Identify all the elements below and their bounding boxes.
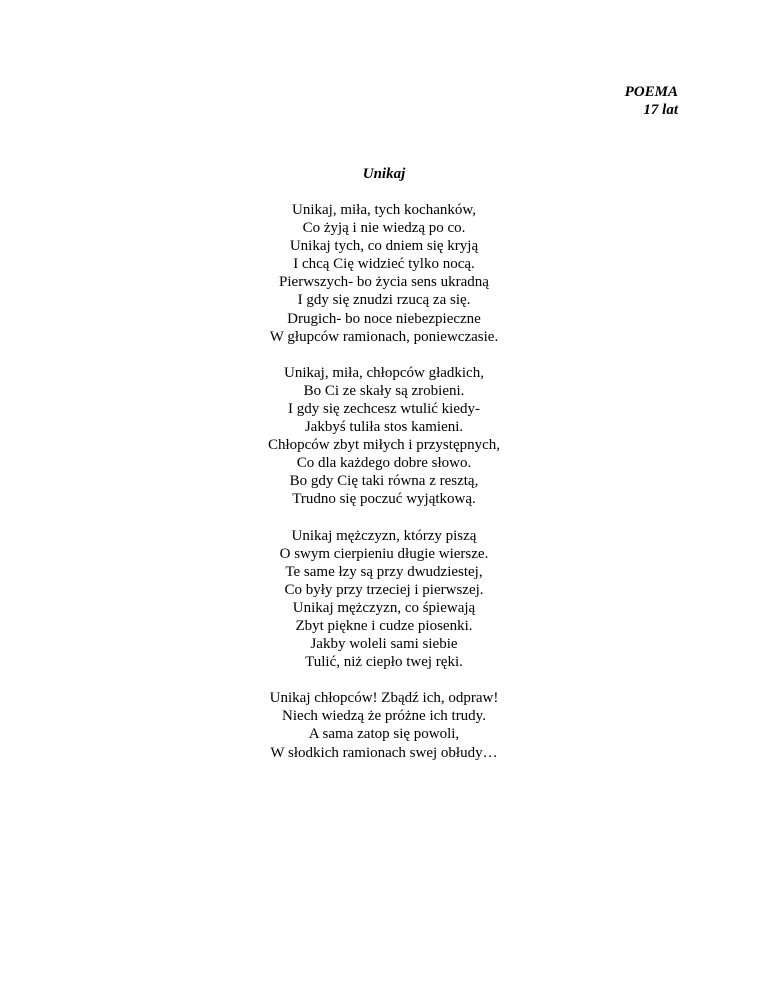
poem-line: Jakby woleli sami siebie <box>310 636 458 653</box>
poem-line: Unikaj tych, co dniem się kryją <box>289 238 479 255</box>
poem-line: Unikaj mężczyzn, którzy piszą <box>291 527 477 544</box>
header-block <box>625 83 678 119</box>
stanza-2 <box>0 364 768 509</box>
poem-line: I gdy się znudzi rzucą za się. <box>297 292 471 309</box>
poem-line: Bo Ci ze skały są zrobieni. <box>303 382 465 399</box>
poem-line: Unikaj chłopców! Zbądź ich, odpraw! <box>269 690 499 707</box>
poem-line: Unikaj, miła, tych kochanków, <box>292 202 476 218</box>
poem-line: Zbyt piękne i cudze piosenki. <box>295 617 473 634</box>
header-title: POEMA <box>624 84 678 100</box>
poem-line: Trudno się poczuć wyjątkową. <box>292 491 476 508</box>
poem-line: Drugich- bo noce niebezpieczne <box>287 310 481 327</box>
poem-line: Te same łzy są przy dwudziestej, <box>285 563 483 580</box>
poem-line: O swym cierpieniu długie wiersze. <box>279 545 489 562</box>
poem-line: Co były przy trzeciej i pierwszej. <box>284 581 484 598</box>
poem-line: Jakbyś tuliła stos kamieni. <box>304 419 464 436</box>
poem-line: Bo gdy Cię taki równa z resztą, <box>289 473 479 490</box>
poem-line: W głupców ramionach, poniewczasie. <box>269 328 499 345</box>
poem-title: Unikaj <box>362 166 406 182</box>
stanza-4 <box>0 689 768 761</box>
poem-body <box>0 201 768 780</box>
poem-line: I chcą Cię widzieć tylko nocą. <box>293 256 475 273</box>
poem-line: Tulić, niż ciepło twej ręki. <box>305 654 463 671</box>
poem-line: A sama zatop się powoli, <box>308 726 460 743</box>
stanza-3 <box>0 527 768 672</box>
poem-line: Unikaj, miła, chłopców gładkich, <box>284 364 484 381</box>
stanza-1 <box>0 201 768 346</box>
poem-line: Chłopców zbyt miłych i przystępnych, <box>267 437 501 454</box>
poem-line: I gdy się zechcesz wtulić kiedy- <box>287 400 480 417</box>
poem-line: Pierwszych- bo życia sens ukradną <box>279 274 489 291</box>
poem-line: Co dla każdego dobre słowo. <box>296 455 472 472</box>
header-subtitle: 17 lat <box>643 102 678 118</box>
poem-line: Co żyją i nie wiedzą po co. <box>302 220 466 237</box>
poem-line: W słodkich ramionach swej obłudy… <box>270 744 498 761</box>
poem-line: Niech wiedzą że próżne ich trudy. <box>282 708 486 725</box>
poem-line: Unikaj mężczyzn, co śpiewają <box>292 599 476 616</box>
